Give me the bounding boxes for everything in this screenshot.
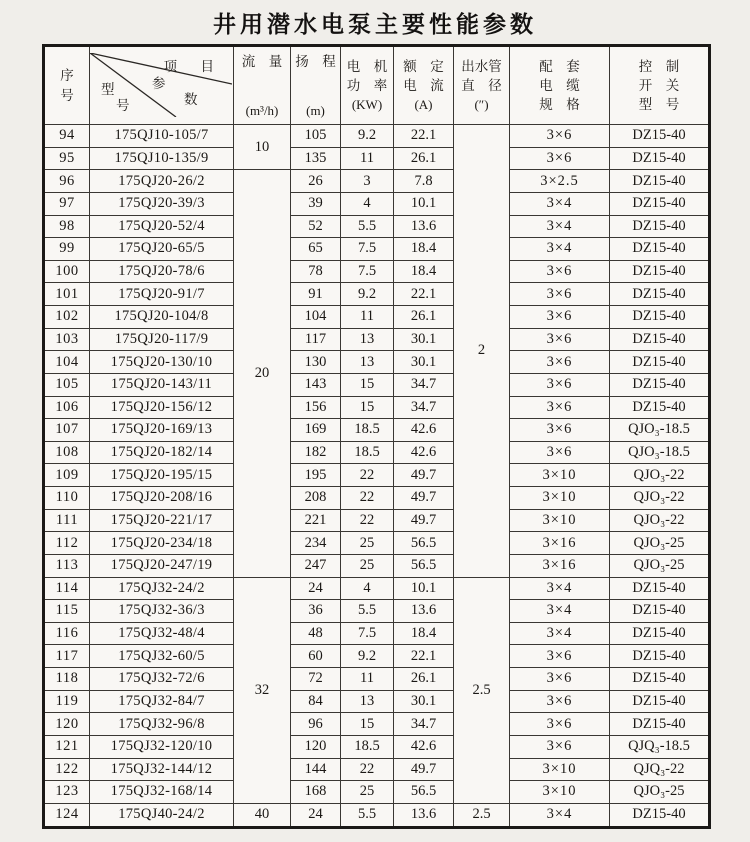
cell-cable: 3×4 (510, 238, 610, 261)
cell-cable: 3×2.5 (510, 170, 610, 193)
header-current-unit: (A) (414, 97, 433, 112)
table-row (44, 577, 710, 600)
cell-current: 13.6 (394, 803, 454, 827)
cell-current: 18.4 (394, 622, 454, 645)
cell-cable: 3×6 (510, 306, 610, 329)
table-row (44, 419, 710, 442)
cell-cable: 3×4 (510, 215, 610, 238)
cell-serial: 120 (44, 713, 90, 736)
header-param-char2: 数 (184, 91, 198, 107)
cell-head: 221 (291, 509, 341, 532)
cell-model: 175QJ10-135/9 (90, 147, 234, 170)
cell-current: 13.6 (394, 215, 454, 238)
cell-power: 7.5 (341, 238, 394, 261)
header-power-line2: 功 率 (346, 78, 388, 93)
cell-model: 175QJ32-60/5 (90, 645, 234, 668)
cell-switch: DZ15-40 (610, 600, 710, 623)
cell-switch: DZ15-40 (610, 668, 710, 691)
cell-head: 96 (291, 713, 341, 736)
cell-model: 175QJ20-91/7 (90, 283, 234, 306)
cell-cable: 3×6 (510, 283, 610, 306)
cell-power: 22 (341, 509, 394, 532)
cell-switch: DZ15-40 (610, 622, 710, 645)
cell-head: 130 (291, 351, 341, 374)
cell-serial: 105 (44, 373, 90, 396)
cell-current: 26.1 (394, 147, 454, 170)
cell-head: 24 (291, 803, 341, 827)
cell-flow: 20 (234, 170, 291, 577)
table-row (44, 600, 710, 623)
cell-model: 175QJ40-24/2 (90, 803, 234, 827)
cell-current: 42.6 (394, 441, 454, 464)
cell-serial: 100 (44, 260, 90, 283)
cell-current: 22.1 (394, 125, 454, 148)
cell-model: 175QJ32-96/8 (90, 713, 234, 736)
cell-model: 175QJ20-130/10 (90, 351, 234, 374)
cell-power: 4 (341, 577, 394, 600)
cell-serial: 110 (44, 487, 90, 510)
cell-serial: 95 (44, 147, 90, 170)
table-row (44, 125, 710, 148)
table-row (44, 690, 710, 713)
cell-power: 22 (341, 487, 394, 510)
table-row (44, 238, 710, 261)
cell-head: 72 (291, 668, 341, 691)
cell-model: 175QJ20-169/13 (90, 419, 234, 442)
cell-model: 175QJ20-195/15 (90, 464, 234, 487)
table-row (44, 170, 710, 193)
cell-model: 175QJ10-105/7 (90, 125, 234, 148)
cell-model: 175QJ32-48/4 (90, 622, 234, 645)
cell-cable: 3×6 (510, 735, 610, 758)
cell-head: 182 (291, 441, 341, 464)
cell-current: 42.6 (394, 735, 454, 758)
pump-parameters-table (42, 44, 711, 829)
cell-cable: 3×4 (510, 600, 610, 623)
cell-switch: DZ15-40 (610, 373, 710, 396)
cell-head: 144 (291, 758, 341, 781)
cell-serial: 98 (44, 215, 90, 238)
col-header-cable (510, 46, 610, 125)
cell-head: 208 (291, 487, 341, 510)
cell-power: 4 (341, 192, 394, 215)
cell-power: 9.2 (341, 283, 394, 306)
table-row (44, 192, 710, 215)
cell-serial: 99 (44, 238, 90, 261)
header-diameter-line2: 直 径 (461, 78, 502, 93)
cell-current: 49.7 (394, 758, 454, 781)
table-row (44, 441, 710, 464)
cell-head: 156 (291, 396, 341, 419)
cell-switch: QJO₃-25 (610, 781, 710, 804)
header-diameter-line1: 出水管 (461, 59, 502, 74)
cell-head: 105 (291, 125, 341, 148)
cell-head: 91 (291, 283, 341, 306)
cell-serial: 119 (44, 690, 90, 713)
cell-serial: 116 (44, 622, 90, 645)
cell-serial: 94 (44, 125, 90, 148)
cell-switch: DZ15-40 (610, 192, 710, 215)
cell-switch: DZ15-40 (610, 645, 710, 668)
cell-current: 34.7 (394, 713, 454, 736)
cell-switch: QJO₃-18.5 (610, 441, 710, 464)
header-head-label: 扬 程 (295, 54, 336, 69)
cell-current: 49.7 (394, 509, 454, 532)
header-switch-line2: 开 关 (638, 77, 680, 93)
cell-cable: 3×6 (510, 373, 610, 396)
cell-power: 13 (341, 690, 394, 713)
cell-switch: DZ15-40 (610, 283, 710, 306)
cell-serial: 112 (44, 532, 90, 555)
table-row (44, 509, 710, 532)
cell-cable: 3×6 (510, 419, 610, 442)
cell-switch: DZ15-40 (610, 260, 710, 283)
cell-model: 175QJ20-52/4 (90, 215, 234, 238)
cell-flow: 10 (234, 125, 291, 170)
cell-current: 30.1 (394, 690, 454, 713)
table-row (44, 283, 710, 306)
table-row (44, 351, 710, 374)
cell-model: 175QJ20-104/8 (90, 306, 234, 329)
cell-model: 175QJ20-208/16 (90, 487, 234, 510)
cell-current: 7.8 (394, 170, 454, 193)
cell-serial: 104 (44, 351, 90, 374)
cell-cable: 3×6 (510, 351, 610, 374)
cell-head: 234 (291, 532, 341, 555)
cell-model: 175QJ32-72/6 (90, 668, 234, 691)
header-flow-label: 流 量 (241, 54, 283, 69)
cell-serial: 103 (44, 328, 90, 351)
page-title: 井用潜水电泵主要性能参数 (213, 11, 537, 37)
cell-serial: 117 (44, 645, 90, 668)
cell-switch: DZ15-40 (610, 690, 710, 713)
cell-power: 13 (341, 328, 394, 351)
cell-current: 10.1 (394, 192, 454, 215)
cell-power: 9.2 (341, 645, 394, 668)
cell-current: 30.1 (394, 351, 454, 374)
cell-serial: 101 (44, 283, 90, 306)
cell-serial: 102 (44, 306, 90, 329)
cell-model: 175QJ20-78/6 (90, 260, 234, 283)
header-switch-line1: 控 制 (638, 58, 680, 74)
cell-cable: 3×6 (510, 713, 610, 736)
cell-current: 49.7 (394, 487, 454, 510)
cell-head: 104 (291, 306, 341, 329)
cell-cable: 3×10 (510, 464, 610, 487)
cell-model: 175QJ32-36/3 (90, 600, 234, 623)
cell-serial: 113 (44, 554, 90, 577)
cell-switch: QJO₃-18.5 (610, 419, 710, 442)
cell-serial: 124 (44, 803, 90, 827)
cell-power: 25 (341, 554, 394, 577)
cell-model: 175QJ20-65/5 (90, 238, 234, 261)
cell-model: 175QJ32-120/10 (90, 735, 234, 758)
cell-power: 15 (341, 396, 394, 419)
cell-power: 22 (341, 758, 394, 781)
cell-head: 78 (291, 260, 341, 283)
header-diameter-unit: (″) (474, 97, 489, 112)
cell-model: 175QJ20-247/19 (90, 554, 234, 577)
cell-head: 169 (291, 419, 341, 442)
cell-switch: QJO₃-25 (610, 532, 710, 555)
table-row (44, 713, 710, 736)
cell-current: 22.1 (394, 645, 454, 668)
cell-cable: 3×6 (510, 690, 610, 713)
cell-current: 30.1 (394, 328, 454, 351)
cell-cable: 3×4 (510, 803, 610, 827)
cell-head: 24 (291, 577, 341, 600)
cell-cable: 3×6 (510, 441, 610, 464)
cell-model: 175QJ32-84/7 (90, 690, 234, 713)
header-switch-line3: 型 号 (638, 96, 680, 112)
cell-head: 195 (291, 464, 341, 487)
cell-serial: 118 (44, 668, 90, 691)
cell-head: 168 (291, 781, 341, 804)
cell-switch: QJO₃-22 (610, 464, 710, 487)
cell-model: 175QJ32-24/2 (90, 577, 234, 600)
table-row (44, 803, 710, 827)
cell-cable: 3×6 (510, 668, 610, 691)
cell-model: 175QJ20-117/9 (90, 328, 234, 351)
cell-head: 247 (291, 554, 341, 577)
cell-current: 13.6 (394, 600, 454, 623)
header-model-char1: 型 (101, 81, 115, 97)
cell-head: 84 (291, 690, 341, 713)
table-row (44, 668, 710, 691)
cell-power: 5.5 (341, 600, 394, 623)
table-row (44, 645, 710, 668)
table-row (44, 781, 710, 804)
cell-head: 48 (291, 622, 341, 645)
cell-head: 135 (291, 147, 341, 170)
header-cable-line2: 电 缆 (539, 77, 580, 93)
header-power-line1: 电 机 (346, 59, 388, 74)
cell-model: 175QJ32-168/14 (90, 781, 234, 804)
table-row (44, 328, 710, 351)
cell-switch: QJQ₃-22 (610, 758, 710, 781)
cell-serial: 96 (44, 170, 90, 193)
cell-head: 26 (291, 170, 341, 193)
cell-model: 175QJ20-39/3 (90, 192, 234, 215)
cell-cable: 3×4 (510, 577, 610, 600)
cell-serial: 97 (44, 192, 90, 215)
cell-switch: DZ15-40 (610, 238, 710, 261)
cell-cable: 3×10 (510, 781, 610, 804)
col-header-flow (234, 46, 291, 125)
cell-diameter: 2.5 (454, 577, 510, 803)
cell-serial: 123 (44, 781, 90, 804)
cell-head: 60 (291, 645, 341, 668)
cell-power: 15 (341, 713, 394, 736)
table-row (44, 306, 710, 329)
table-row (44, 215, 710, 238)
cell-head: 36 (291, 600, 341, 623)
cell-switch: DZ15-40 (610, 328, 710, 351)
col-header-power (341, 46, 394, 125)
cell-cable: 3×6 (510, 147, 610, 170)
cell-switch: DZ15-40 (610, 147, 710, 170)
cell-head: 39 (291, 192, 341, 215)
cell-cable: 3×16 (510, 532, 610, 555)
table-row (44, 396, 710, 419)
cell-serial: 122 (44, 758, 90, 781)
cell-cable: 3×6 (510, 260, 610, 283)
cell-switch: QJO₃-22 (610, 509, 710, 532)
cell-flow: 40 (234, 803, 291, 827)
cell-cable: 3×10 (510, 487, 610, 510)
header-item-label: 项 目 (163, 58, 224, 74)
header-flow-unit: (m³/h) (245, 103, 279, 118)
cell-serial: 108 (44, 441, 90, 464)
cell-power: 9.2 (341, 125, 394, 148)
cell-switch: QJO₃-25 (610, 554, 710, 577)
cell-current: 49.7 (394, 464, 454, 487)
cell-diameter: 2.5 (454, 803, 510, 827)
cell-head: 120 (291, 735, 341, 758)
cell-current: 10.1 (394, 577, 454, 600)
cell-current: 34.7 (394, 373, 454, 396)
cell-current: 26.1 (394, 306, 454, 329)
header-model-char2: 号 (116, 97, 130, 113)
cell-model: 175QJ20-26/2 (90, 170, 234, 193)
header-current-line2: 电 流 (403, 78, 444, 93)
cell-power: 15 (341, 373, 394, 396)
cell-diameter: 2 (454, 125, 510, 578)
table-row (44, 487, 710, 510)
cell-switch: DZ15-40 (610, 396, 710, 419)
cell-switch: DZ15-40 (610, 713, 710, 736)
cell-power: 7.5 (341, 260, 394, 283)
col-header-switch (610, 46, 710, 125)
cell-current: 56.5 (394, 554, 454, 577)
cell-cable: 3×6 (510, 645, 610, 668)
cell-serial: 109 (44, 464, 90, 487)
table-body (44, 125, 710, 828)
cell-current: 42.6 (394, 419, 454, 442)
table-row (44, 147, 710, 170)
cell-current: 56.5 (394, 781, 454, 804)
header-serial-line2: 号 (60, 87, 74, 103)
cell-cable: 3×6 (510, 125, 610, 148)
cell-power: 11 (341, 306, 394, 329)
cell-switch: QJQ₃-18.5 (610, 735, 710, 758)
cell-power: 25 (341, 781, 394, 804)
col-header-current (394, 46, 454, 125)
cell-flow: 32 (234, 577, 291, 803)
cell-switch: QJO₃-22 (610, 487, 710, 510)
col-header-serial (44, 46, 90, 125)
cell-head: 143 (291, 373, 341, 396)
table-row (44, 260, 710, 283)
cell-model: 175QJ20-156/12 (90, 396, 234, 419)
header-serial-line1: 序 (60, 68, 74, 83)
cell-model: 175QJ20-221/17 (90, 509, 234, 532)
table-row (44, 464, 710, 487)
header-current-line1: 额 定 (403, 59, 444, 74)
table-header-row (44, 46, 710, 125)
cell-serial: 121 (44, 735, 90, 758)
cell-power: 18.5 (341, 419, 394, 442)
cell-switch: DZ15-40 (610, 803, 710, 827)
cell-model: 175QJ32-144/12 (90, 758, 234, 781)
cell-serial: 106 (44, 396, 90, 419)
cell-power: 18.5 (341, 441, 394, 464)
cell-serial: 114 (44, 577, 90, 600)
table-row (44, 758, 710, 781)
table-row (44, 622, 710, 645)
cell-power: 3 (341, 170, 394, 193)
cell-serial: 107 (44, 419, 90, 442)
cell-switch: DZ15-40 (610, 215, 710, 238)
cell-power: 11 (341, 147, 394, 170)
cell-switch: DZ15-40 (610, 306, 710, 329)
cell-power: 5.5 (341, 803, 394, 827)
cell-cable: 3×4 (510, 192, 610, 215)
header-param-char1: 参 (152, 75, 166, 91)
cell-current: 26.1 (394, 668, 454, 691)
cell-cable: 3×10 (510, 509, 610, 532)
cell-cable: 3×16 (510, 554, 610, 577)
cell-head: 52 (291, 215, 341, 238)
cell-model: 175QJ20-182/14 (90, 441, 234, 464)
table-row (44, 735, 710, 758)
cell-power: 5.5 (341, 215, 394, 238)
col-header-head (291, 46, 341, 125)
header-cable-line1: 配 套 (539, 58, 580, 74)
cell-cable: 3×6 (510, 328, 610, 351)
cell-model: 175QJ20-143/11 (90, 373, 234, 396)
cell-serial: 115 (44, 600, 90, 623)
cell-current: 34.7 (394, 396, 454, 419)
cell-switch: DZ15-40 (610, 170, 710, 193)
cell-model: 175QJ20-234/18 (90, 532, 234, 555)
table-row (44, 532, 710, 555)
cell-power: 22 (341, 464, 394, 487)
cell-power: 13 (341, 351, 394, 374)
cell-switch: DZ15-40 (610, 351, 710, 374)
header-power-unit: (KW) (351, 97, 383, 112)
cell-cable: 3×6 (510, 396, 610, 419)
cell-current: 18.4 (394, 260, 454, 283)
cell-head: 65 (291, 238, 341, 261)
cell-cable: 3×10 (510, 758, 610, 781)
cell-current: 18.4 (394, 238, 454, 261)
cell-power: 25 (341, 532, 394, 555)
cell-current: 22.1 (394, 283, 454, 306)
header-cable-line3: 规 格 (539, 96, 580, 112)
cell-serial: 111 (44, 509, 90, 532)
cell-power: 18.5 (341, 735, 394, 758)
cell-cable: 3×4 (510, 622, 610, 645)
table-row (44, 373, 710, 396)
cell-head: 117 (291, 328, 341, 351)
cell-power: 11 (341, 668, 394, 691)
table-row (44, 554, 710, 577)
cell-current: 56.5 (394, 532, 454, 555)
col-header-diameter (454, 46, 510, 125)
cell-switch: DZ15-40 (610, 577, 710, 600)
header-head-unit: (m) (306, 103, 325, 118)
cell-switch: DZ15-40 (610, 125, 710, 148)
cell-power: 7.5 (341, 622, 394, 645)
col-header-model-diagonal (90, 46, 234, 125)
